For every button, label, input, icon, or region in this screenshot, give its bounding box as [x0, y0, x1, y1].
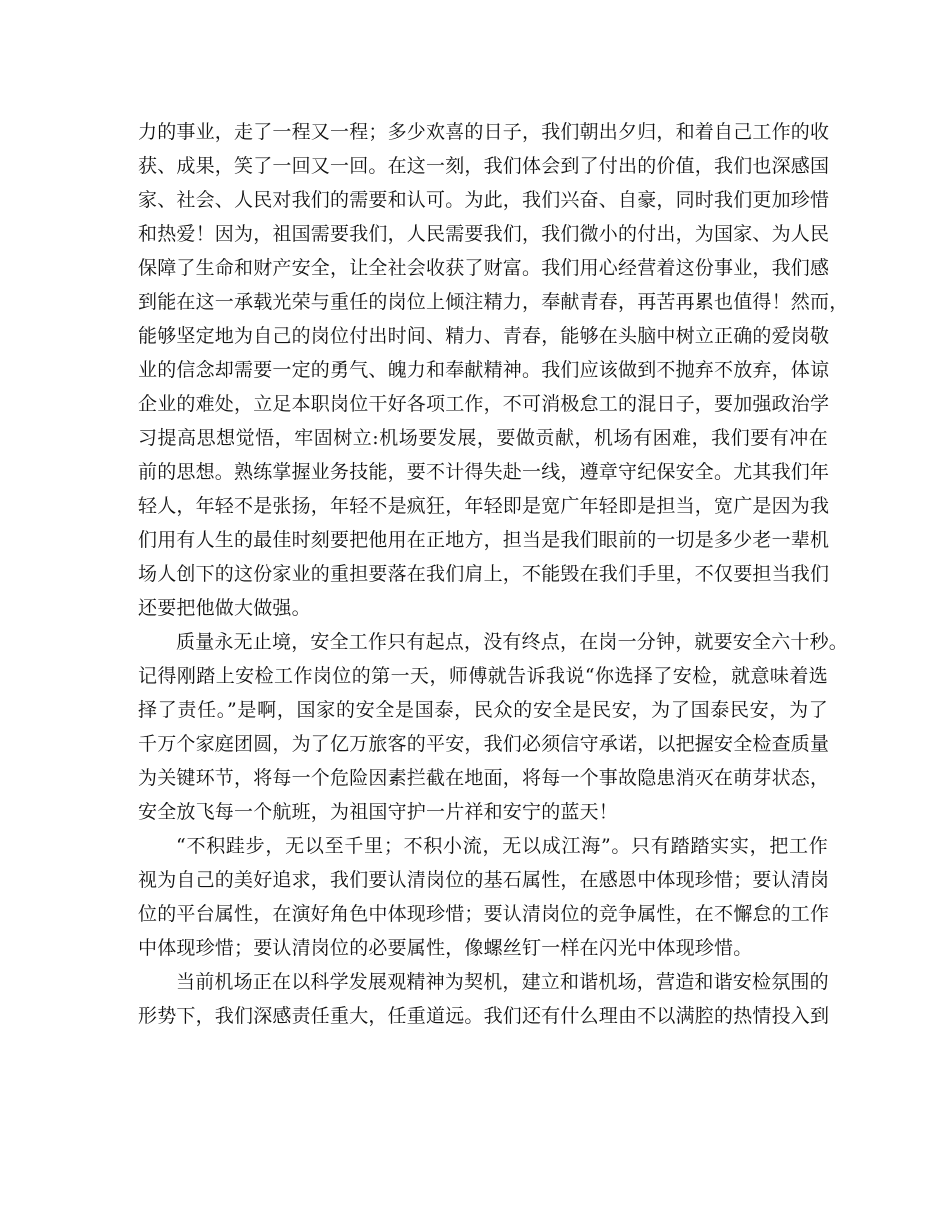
paragraph-4 — [138, 965, 828, 1033]
text-line: 当前机场正在以科学发展观精神为契机，建立和谐机场，营造和谐安检氛围的 — [176, 971, 829, 993]
text-line: 安全放飞每一个航班，为祖国守护一片祥和安宁的蓝天！ — [138, 801, 619, 823]
text-line: 轻人，年轻不是张扬，年轻不是疯狂，年轻即是宽广年轻即是担当，宽广是因为我 — [138, 495, 830, 517]
text-line: 择了责任。”是啊，国家的安全是国泰，民众的安全是民安，为了国泰民安，为了 — [138, 699, 828, 721]
text-line: 企业的难处，立足本职岗位干好各项工作，不可消极怠工的混日子，要加强政治学 — [138, 393, 830, 415]
text-line: 力的事业，走了一程又一程；多少欢喜的日子，我们朝出夕归，和着自己工作的收 — [138, 121, 830, 143]
text-line: 家、社会、人民对我们的需要和认可。为此，我们兴奋、自豪，同时我们更加珍惜 — [138, 189, 830, 211]
text-line: 形势下，我们深感责任重大，任重道远。我们还有什么理由不以满腔的热情投入到 — [138, 1005, 830, 1027]
paragraph-1 — [138, 115, 849, 625]
text-line: 保障了生命和财产安全，让全社会收获了财富。我们用心经营着这份事业，我们感 — [138, 257, 830, 279]
text-line: 中体现珍惜；要认清岗位的必要属性，像螺丝钉一样在闪光中体现珍惜。 — [138, 937, 753, 959]
text-line: 和热爱！因为，祖国需要我们，人民需要我们，我们微小的付出，为国家、为人民 — [138, 223, 830, 245]
text-line: 质量永无止境，安全工作只有起点，没有终点，在岗一分钟，就要安全六十秒。 — [176, 631, 849, 653]
text-line: 获、成果，笑了一回又一回。在这一刻，我们体会到了付出的价值，我们也深感国 — [138, 155, 830, 177]
text-line: 位的平台属性，在演好角色中体现珍惜；要认清岗位的竞争属性，在不懈怠的工作 — [138, 903, 830, 925]
text-line: 能够坚定地为自己的岗位付出时间、精力、青春，能够在头脑中树立正确的爱岗敬 — [138, 325, 830, 347]
text-line: 还要把他做大做强。 — [138, 597, 311, 619]
text-line: 千万个家庭团圆，为了亿万旅客的平安，我们必须信守承诺，以把握安全检查质量 — [138, 733, 830, 755]
text-line: 业的信念却需要一定的勇气、魄力和奉献精神。我们应该做到不抛弃不放弃，体谅 — [138, 359, 830, 381]
text-line: “不积跬步，无以至千里；不积小流，无以成江海”。只有踏踏实实，把工作 — [176, 835, 828, 857]
text-line: 场人创下的这份家业的重担要落在我们肩上，不能毁在我们手里，不仅要担当我们 — [138, 563, 830, 585]
text-line: 视为自己的美好追求，我们要认清岗位的基石属性，在感恩中体现珍惜；要认清岗 — [138, 869, 830, 891]
document-body — [138, 115, 849, 1033]
paragraph-3 — [138, 829, 828, 965]
text-line: 为关键环节，将每一个危险因素拦截在地面，将每一个事故隐患消灭在萌芽状态， — [138, 767, 830, 789]
text-line: 习提高思想觉悟，牢固树立:机场要发展，要做贡献，机场有困难，我们要有冲在 — [138, 427, 828, 449]
paragraph-2 — [138, 625, 849, 829]
text-line: 记得刚踏上安检工作岗位的第一天，师傅就告诉我说“你选择了安检，就意味着选 — [138, 665, 828, 687]
text-line: 到能在这一承载光荣与重任的岗位上倾注精力，奉献青春，再苦再累也值得！然而， — [138, 291, 849, 313]
text-line: 前的思想。熟练掌握业务技能，要不计得失赴一线，遵章守纪保安全。尤其我们年 — [138, 461, 830, 483]
text-line: 们用有人生的最佳时刻要把他用在正地方，担当是我们眼前的一切是多少老一辈机 — [138, 529, 830, 551]
